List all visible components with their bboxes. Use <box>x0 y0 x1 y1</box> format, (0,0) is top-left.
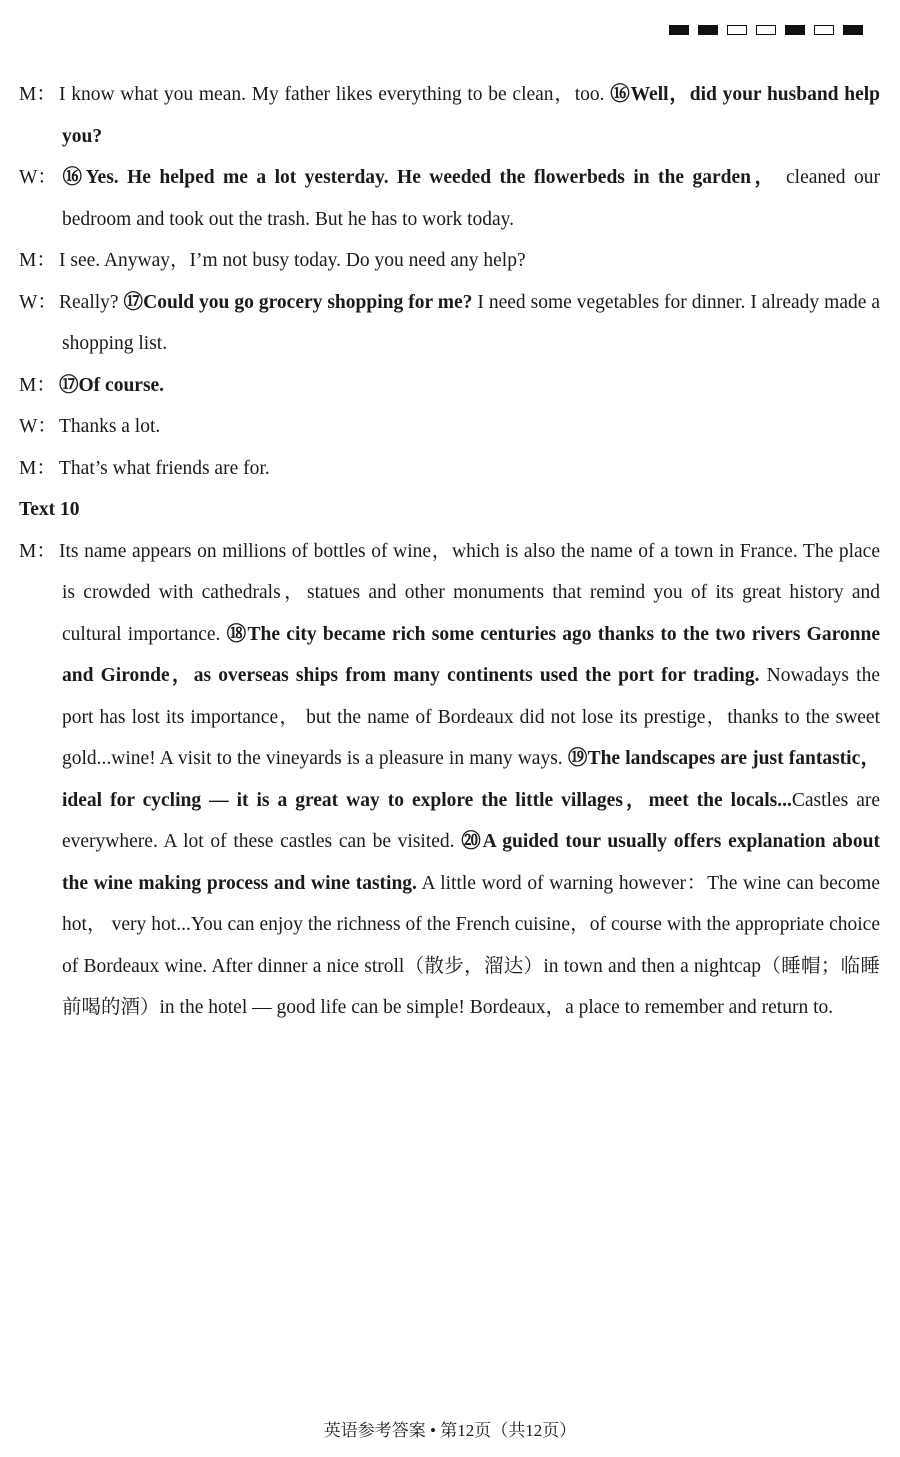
dialogue-line <box>19 365 880 407</box>
transcript-text: That’s what friends are for. <box>59 457 270 479</box>
section-title: Text 10 <box>19 499 80 520</box>
speaker-label: M： <box>19 457 56 479</box>
transcript-text: cleaned our bedroom and took out the trash. But he has to work today. <box>62 167 880 230</box>
speaker-label: M： <box>19 540 56 562</box>
answer-highlight: ⑯Yes. He helped me a lot yesterday. He weeded the flowerbeds in the garden， <box>59 167 778 188</box>
position-mark <box>698 25 718 35</box>
speaker-label: M： <box>19 84 56 105</box>
transcript-text: I need some vegetables for dinner. I already made a shopping list. <box>62 291 881 354</box>
answer-highlight: ⑯Well，did your husband help you? <box>62 84 880 147</box>
speaker-label: M： <box>19 374 56 396</box>
transcript-text: I see. Anyway，I’m not busy today. Do you need any help? <box>59 250 526 271</box>
answer-highlight: ⑲The landscapes are just fantastic，ideal for cycling — it is a great way to explore the little villages，meet the locals... <box>62 748 880 811</box>
dialogue-section <box>19 74 880 489</box>
page-position-marks <box>669 25 863 35</box>
speaker-label: W： <box>19 416 57 437</box>
monologue-paragraph <box>19 531 880 1029</box>
transcript-text: I know what you mean. My father likes everything to be clean，too. <box>59 84 611 105</box>
transcript-text: Castles are everywhere. A lot of these castles can be visited. <box>62 789 880 852</box>
dialogue-line <box>19 240 880 282</box>
position-mark <box>756 25 776 35</box>
position-mark <box>814 25 834 35</box>
dialogue-line <box>19 282 880 365</box>
speaker-label: W： <box>19 291 57 313</box>
position-mark <box>669 25 689 35</box>
dialogue-line <box>19 74 880 157</box>
dialogue-line <box>19 157 880 240</box>
dialogue-line <box>19 406 880 448</box>
transcript-text: Nowadays the port has lost its importance， but the name of Bordeaux did not lose its prestige，thanks to the sweet gold...wine! A visit to the vineyards is a pleasure in many ways. <box>62 665 880 769</box>
answer-content <box>19 74 880 1029</box>
answer-highlight: ⑰Of course. <box>59 374 165 396</box>
position-mark <box>785 25 805 35</box>
position-mark <box>843 25 863 35</box>
dialogue-line <box>19 448 880 490</box>
transcript-text: Its name appears on millions of bottles of wine，which is also the name of a town in France. The place is crowded with cathedrals，statues and other monuments that remind you of its great history and cultural importance. <box>59 540 880 645</box>
answer-highlight: ⑱The city became rich some centuries ago thanks to the two rivers Garonne and Gironde，as overseas ships from many continents used the port for trading. <box>62 623 880 686</box>
answer-highlight: ⑰Could you go grocery shopping for me? <box>123 291 473 313</box>
transcript-text: Really? <box>59 291 124 313</box>
transcript-text: A little word of warning however：The wine can become hot， very hot...You can enjoy the richness of the French cuisine，of course with the appropriate choice of Bordeaux wine. After dinner a nice stroll（散步，溜达）in town and then a nightcap（睡帽；临睡前喝的酒）in the hotel — good life can be simple! Bordeaux，a place to remember and return to. <box>62 872 880 1018</box>
answer-highlight: ⑳A guided tour usually offers explanation about the wine making process and wine tasting. <box>62 831 880 894</box>
transcript-text: Thanks a lot. <box>59 416 161 437</box>
speaker-label: W： <box>19 167 57 188</box>
monologue-section <box>19 531 880 1029</box>
page-footer: 英语参考答案 • 第12页（共12页） <box>323 1421 577 1440</box>
speaker-label: M： <box>19 250 56 271</box>
position-mark <box>727 25 747 35</box>
